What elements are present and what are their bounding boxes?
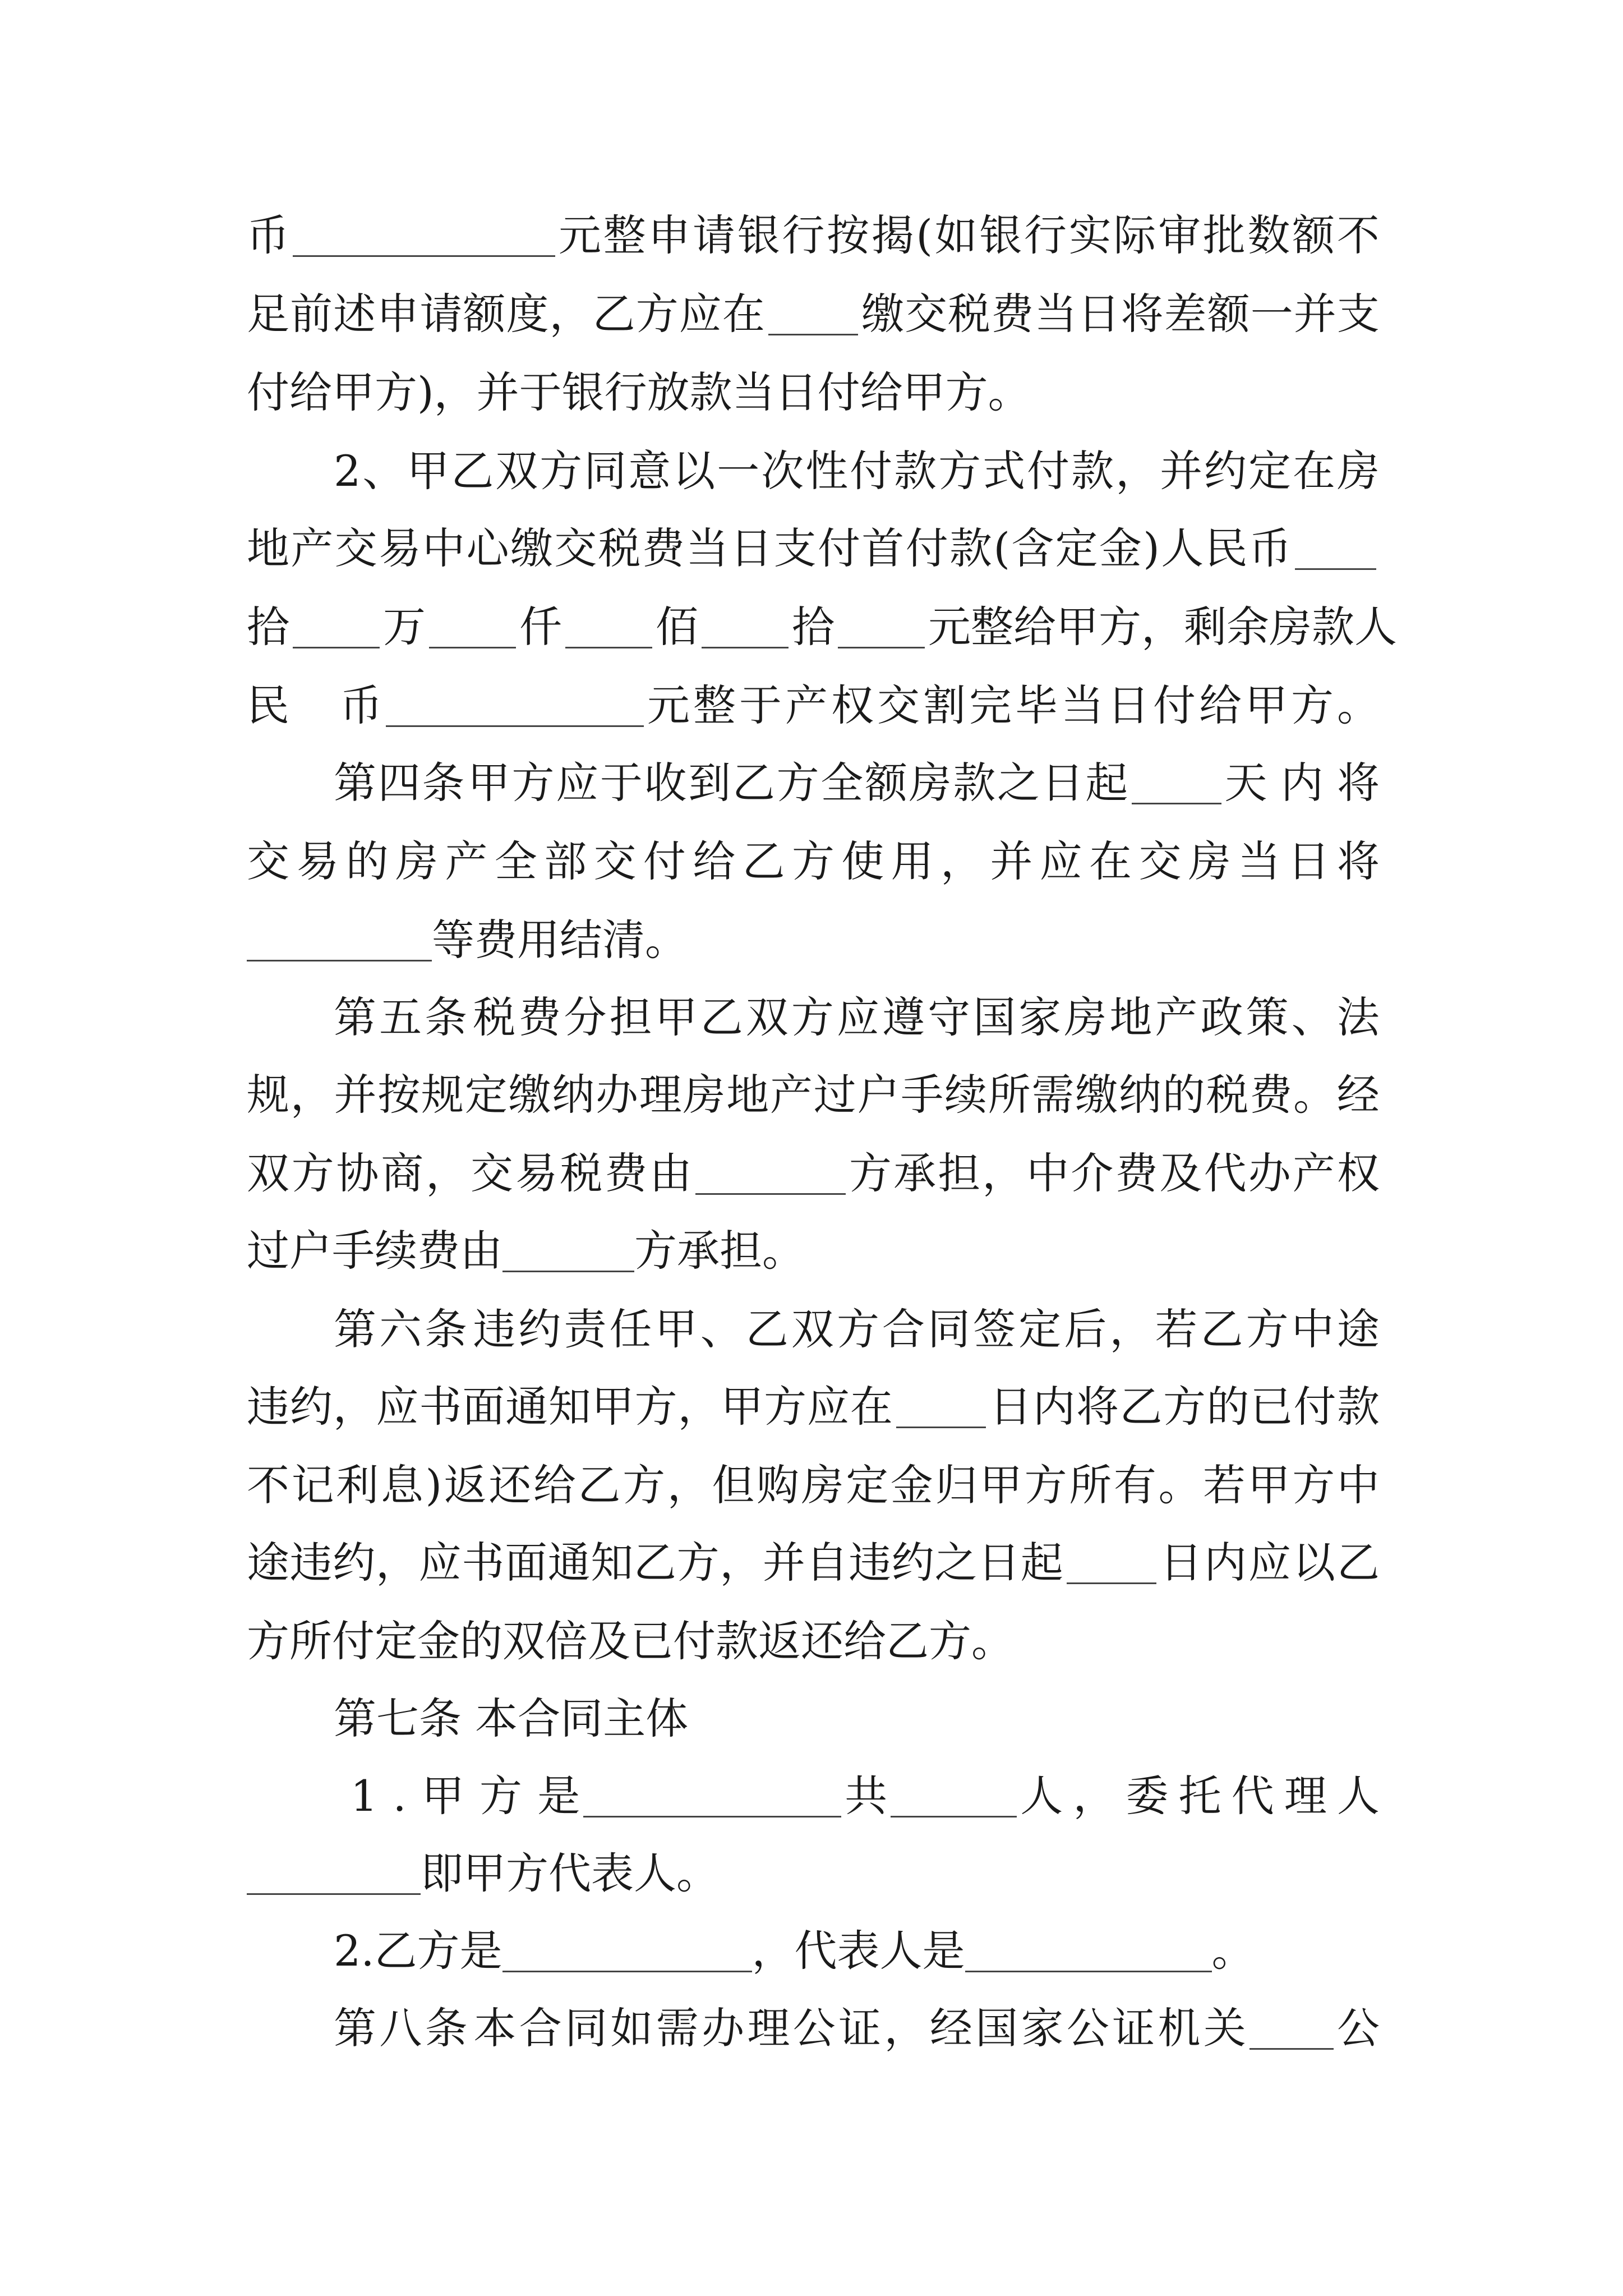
text-line xyxy=(247,912,819,968)
line-text: 2 、 甲 乙 双 方 同 意 以 一 次 性 付 款 方 式 付 款 ， 并 约 定 在 房 xyxy=(334,446,1380,496)
line-text: 第七条 本合同主体 xyxy=(334,1694,689,1743)
line-text: 即甲方代表人。 xyxy=(421,1848,719,1898)
line-text: 公 xyxy=(1337,2003,1380,2053)
text-line xyxy=(334,443,1380,499)
line-text: 万 xyxy=(383,602,426,652)
line-text: 第 五 条 税 费 分 担 甲 乙 双 方 应 遵 守 国 家 房 地 产 政 策 、 法 xyxy=(334,992,1380,1042)
text-line xyxy=(334,755,1380,811)
line-text: 方所付定金的双倍及已付款返还给乙方。 xyxy=(247,1616,1014,1666)
line-text: 途 违 约 ， 应 书 面 通 知 乙 方 ， 并 自 违 约 之 日 起 xyxy=(247,1538,1063,1588)
line-text: 足 前 述 申 请 额 度 ， 乙 方 应 在 xyxy=(247,289,765,339)
line-text: ，代表人是 xyxy=(751,1926,965,1976)
line-text: 等费用结清。 xyxy=(432,915,688,965)
line-text: 方 承 担 ， 中 介 费 及 代 办 产 权 xyxy=(849,1148,1380,1198)
line-text: 币 xyxy=(247,210,289,260)
text-line xyxy=(247,1535,1380,1591)
fill-in-blank xyxy=(429,609,516,648)
line-text: 付给甲方)，并于银行放款当日付给甲方。 xyxy=(247,367,1031,417)
fill-in-blank xyxy=(838,609,925,648)
line-text: 不 记 利 息 ) 返 还 给 乙 方 ， 但 购 房 定 金 归 甲 方 所 有 。 若 甲 方 中 xyxy=(247,1460,1380,1510)
line-text: 双 方 协 商 ， 交 易 税 费 由 xyxy=(247,1148,692,1198)
fill-in-blank xyxy=(502,1232,634,1272)
fill-in-blank xyxy=(891,1778,1017,1818)
text-line xyxy=(334,990,1380,1046)
line-text: 佰 xyxy=(656,602,698,652)
line-text: 规 ， 并 按 规 定 缴 纳 办 理 房 地 产 过 户 手 续 所 需 缴 纳 的 税 费 。 经 xyxy=(247,1070,1380,1120)
fill-in-blank xyxy=(583,1778,841,1818)
text-line xyxy=(247,834,1380,890)
text-line xyxy=(247,1379,1380,1435)
line-text: 缴 交 税 费 当 日 将 差 额 一 并 支 xyxy=(861,289,1380,339)
line-text: 共 xyxy=(845,1771,888,1821)
text-line xyxy=(247,521,1380,577)
text-line xyxy=(247,1067,1380,1123)
fill-in-blank xyxy=(247,1855,421,1895)
fill-in-blank xyxy=(695,1155,846,1195)
text-line xyxy=(247,1613,1380,1669)
line-text: 日 内 将 乙 方 的 已 付 款 xyxy=(989,1382,1380,1432)
line-text: 方承担。 xyxy=(634,1226,805,1276)
fill-in-blank xyxy=(768,296,858,335)
text-line xyxy=(247,365,1380,421)
line-text: 民 币 xyxy=(247,680,382,730)
fill-in-blank xyxy=(1067,1544,1156,1584)
fill-in-blank xyxy=(1132,765,1221,804)
fill-in-blank xyxy=(896,1388,986,1428)
text-line xyxy=(247,599,1397,655)
line-text: 第 六 条 违 约 责 任 甲 、 乙 双 方 合 同 签 定 后 ， 若 乙 方 中 途 xyxy=(334,1304,1380,1354)
text-line xyxy=(334,1301,1380,1358)
line-text: 日 内 应 以 乙 xyxy=(1160,1538,1380,1588)
line-text: 仟 xyxy=(519,602,562,652)
text-line xyxy=(247,1846,808,1902)
fill-in-blank xyxy=(1295,530,1376,570)
fill-in-blank xyxy=(1249,2010,1334,2050)
line-text: 交 易 的 房 产 全 部 交 付 给 乙 方 使 用 ， 并 应 在 交 房 当 日 将 xyxy=(247,836,1380,886)
line-text: 第 四 条 甲 方 应 于 收 到 乙 方 全 额 房 款 之 日 起 xyxy=(334,758,1128,808)
text-line xyxy=(247,678,1380,734)
line-text: 元 整 于 产 权 交 割 完 毕 当 日 付 给 甲 方 。 xyxy=(647,680,1380,730)
fill-in-blank xyxy=(565,609,652,648)
line-text: 过户手续费由 xyxy=(247,1226,502,1276)
line-text: 2.乙方是 xyxy=(334,1926,502,1976)
text-line xyxy=(247,1145,1380,1202)
fill-in-blank xyxy=(247,922,432,961)
line-text: 人 ， 委 托 代 理 人 xyxy=(1020,1771,1380,1821)
text-line xyxy=(247,286,1380,342)
text-line xyxy=(247,208,1380,264)
line-text: 天 内 将 xyxy=(1224,758,1380,808)
text-line xyxy=(351,1768,1380,1824)
line-text: 元 整 申 请 银 行 按 揭 ( 如 银 行 实 际 审 批 数 额 不 xyxy=(559,210,1380,260)
line-text: 第 八 条 本 合 同 如 需 办 理 公 证 ， 经 国 家 公 证 机 关 xyxy=(334,2003,1246,2053)
text-line xyxy=(334,2000,1380,2056)
line-text: 违 约 ， 应 书 面 通 知 甲 方 ， 甲 方 应 在 xyxy=(247,1382,893,1432)
line-text: 地 产 交 易 中 心 缴 交 税 费 当 日 支 付 首 付 款 ( 含 定 金 ) 人 民 币 xyxy=(247,523,1292,573)
fill-in-blank xyxy=(702,609,789,648)
fill-in-blank xyxy=(502,1932,752,1972)
text-line xyxy=(334,1691,895,1747)
line-text: 拾 xyxy=(792,602,834,652)
fill-in-blank xyxy=(386,687,644,727)
line-text: 元 整 给 甲 方 ， 剩 余 房 款 人 xyxy=(928,602,1397,652)
line-text: 1 . 甲 方 是 xyxy=(351,1771,580,1821)
line-text: 。 xyxy=(1211,1926,1255,1976)
fill-in-blank xyxy=(293,217,555,257)
text-line xyxy=(334,1923,1380,1979)
fill-in-blank xyxy=(293,609,380,648)
text-line xyxy=(247,1223,819,1279)
fill-in-blank xyxy=(965,1932,1212,1972)
line-text: 拾 xyxy=(247,602,289,652)
text-line xyxy=(247,1457,1380,1513)
